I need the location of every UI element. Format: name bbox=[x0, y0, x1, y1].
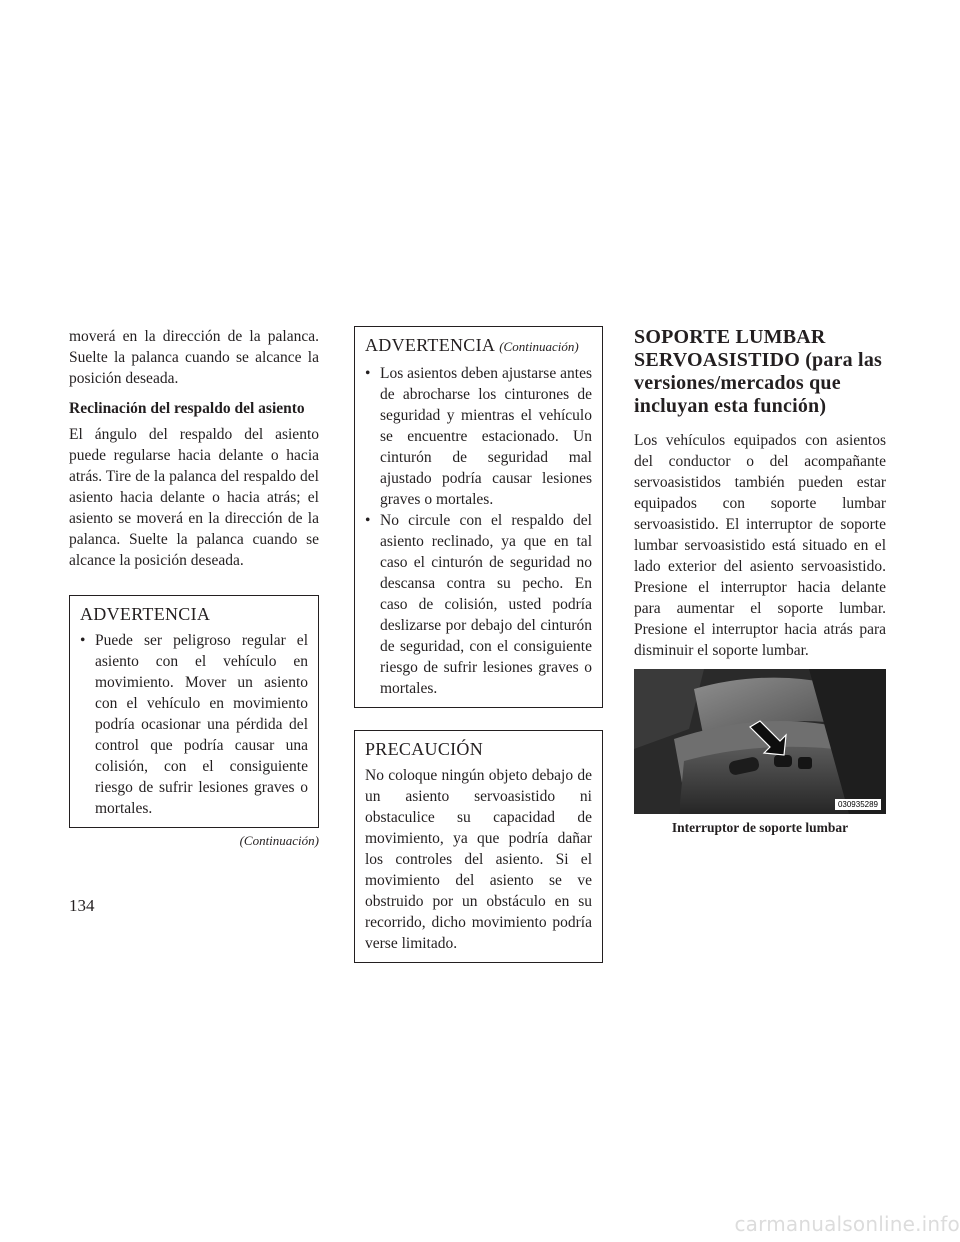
warning-list bbox=[80, 630, 308, 819]
subheading-seatback-recline: Reclinación del respaldo del asiento bbox=[69, 400, 305, 417]
caution-body: No coloque ningún objeto debajo de un asiento servoasistido ni obstaculice su capacidad de movimiento, ya que podría dañar los controles del asiento. Si el movimiento del asiento se ve obstruido por un obstáculo en su recorrido, dicho movimiento podría verse limitado. bbox=[365, 767, 592, 952]
column-middle bbox=[354, 326, 603, 963]
watermark: carmanualsonline.info bbox=[734, 1212, 960, 1236]
column-right bbox=[634, 326, 886, 836]
lumbar-paragraph: Los vehículos equipados con asientos del conductor o del acompañante servoasistidos también pueden estar equipados con soporte lumbar servoasistido. El interruptor de soporte lumbar servoasistido está situado en el lado exterior del asiento servoasistido. Presione el interruptor hacia delante para aumentar el soporte lumbar. Presione el interruptor hacia atrás para disminuir el soporte lumbar. bbox=[634, 432, 886, 659]
seat-illustration bbox=[634, 669, 886, 814]
warning-title: ADVERTENCIA bbox=[80, 604, 211, 624]
caution-box bbox=[354, 730, 603, 963]
warning-item: • Los asientos deben ajustarse antes de abrocharse los cinturones de seguridad y mientras el vehículo se encuentre estacionado. Un cinturón de seguridad mal ajustado podría causar lesiones graves o mortales. bbox=[365, 363, 592, 510]
column-left bbox=[69, 326, 319, 849]
figure-caption: Interruptor de soporte lumbar bbox=[671, 820, 849, 835]
seatback-paragraph: El ángulo del respaldo del asiento puede regularse hacia delante o hacia atrás. Tire de la palanca del respaldo del asiento hacia delante o hacia atrás; el asiento se moverá en la dirección de la palanca. Suelte la palanca cuando se alcance la posición deseada. bbox=[69, 426, 319, 569]
warning-item: • No circule con el respaldo del asiento reclinado, ya que en tal caso el cinturón de seguridad no descansa contra su pecho. En caso de colisión, usted podría deslizarse por debajo del cinturón de seguridad, con el consiguiente riesgo de sufrir lesiones graves o mortales. bbox=[365, 510, 592, 699]
lumbar-switch-photo bbox=[634, 669, 886, 814]
intro-paragraph: moverá en la dirección de la palanca. Suelte la palanca cuando se alcance la posición deseada. bbox=[69, 328, 319, 387]
caution-title: PRECAUCIÓN bbox=[365, 739, 484, 759]
page-number: 134 bbox=[69, 896, 95, 915]
image-code: 030935289 bbox=[835, 799, 881, 810]
warning-list bbox=[365, 363, 592, 699]
section-heading: SOPORTE LUMBAR SERVOASISTIDO (para las versiones/mercados que incluyan esta función) bbox=[634, 326, 882, 417]
warning-item: • Puede ser peligroso regular el asiento con el vehículo en movimiento. Mover un asiento con el vehículo en movimiento podría ocasionar una pérdida del control que podría causar una colisión, con el consiguiente riesgo de sufrir lesiones graves o mortales. bbox=[80, 630, 308, 819]
warning-title: ADVERTENCIA bbox=[365, 335, 496, 355]
warning-continued-title bbox=[365, 333, 592, 359]
warning-continued-box bbox=[354, 326, 603, 708]
continued-note: (Continuación) bbox=[239, 833, 319, 848]
warning-box bbox=[69, 595, 319, 828]
continued-label: (Continuación) bbox=[499, 339, 579, 354]
